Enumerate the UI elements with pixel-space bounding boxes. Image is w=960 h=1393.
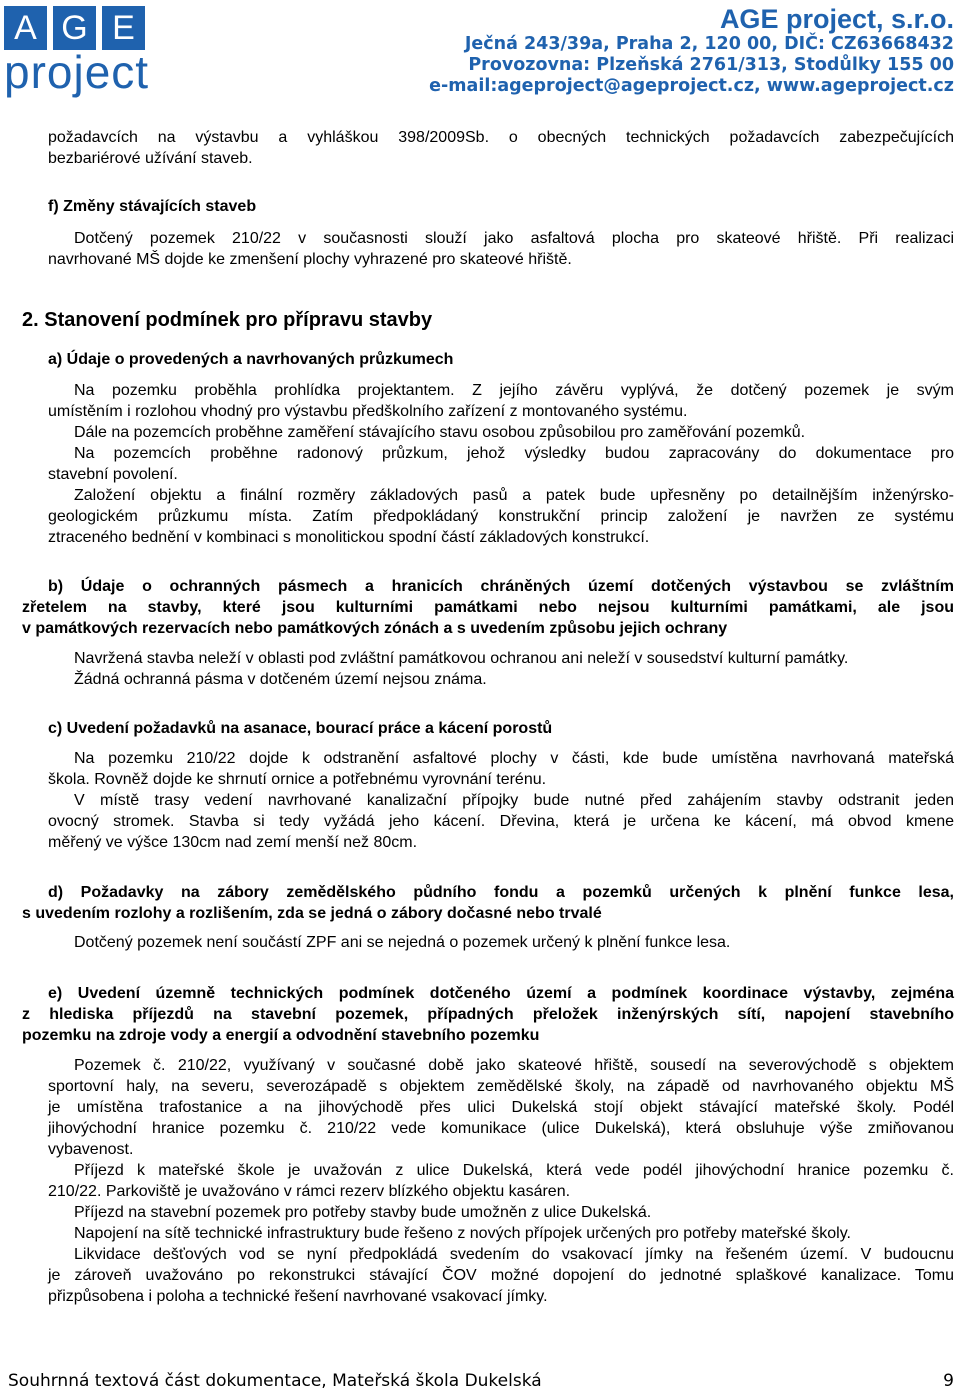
section-e-line-2: sportovní haly, na severu, severozápadě s objektem zemědělské školy, na západě od navrhovaného objektu MŠ — [48, 1078, 954, 1095]
company-info — [429, 4, 954, 97]
section-c-line-5: měřený ve výšce 130cm nad zemí menší než 80cm. — [48, 834, 418, 851]
section-c-heading: c) Uvedení požadavků na asanace, bourací práce a kácení porostů — [48, 720, 553, 737]
section-a-line-2: umístěním i rozlohou vhodný pro výstavbu předškolního zařízení z montovaného systému. — [48, 403, 688, 420]
section-d-heading-2: s uvedením rozlohy a rozlišením, zda se jedná o zábory dočasné nebo trvalé — [22, 905, 602, 922]
section-b-heading-2: zřetelem na stavby, které jsou kulturními památkami nebo nejsou kulturními památkami, ale jsou — [22, 599, 954, 616]
section-b-heading-1: b) Údaje o ochranných pásmech a hranicích chráněných území dotčených výstavbou se zvláštním — [48, 578, 954, 595]
chapter-2-heading: 2. Stanovení podmínek pro přípravu stavby — [22, 309, 433, 331]
page-number: 9 — [943, 1371, 954, 1391]
section-e-line-5: vybavenost. — [48, 1141, 134, 1158]
section-e-line-3: je umístěna trafostanice a na jihovýchodě přes ulici Dukelská stojí objekt stávající mateřské školy. Podél — [48, 1099, 954, 1116]
section-e-line-8: Příjezd na stavební pozemek pro potřeby stavby bude umožněn z ulice Dukelská. — [74, 1204, 652, 1221]
section-e-line-10: Likvidace dešťových vod se nyní předpokládá svedením do vsakovací jímky na řešeném území. V budoucnu — [74, 1246, 954, 1263]
logo-word: project — [4, 46, 150, 98]
section-e-line-9: Napojení na sítě technické infrastruktury bude řešeno z nových přípojek určených pro potřeby mateřské školy. — [74, 1225, 851, 1242]
section-e-line-11: je zároveň uvažováno po rekonstrukci stávající ČOV možné dopojení do jednotné splaškové kanalizace. Tomu — [48, 1267, 954, 1284]
company-name: AGE project, s.r.o. — [719, 4, 954, 34]
section-e-heading-3: pozemku na zdroje vody a energií a odvodnění stavebního pozemku — [22, 1027, 540, 1044]
section-b-line-2: Žádná ochranná pásma v dotčeném území nejsou známa. — [74, 671, 487, 688]
section-e-line-1: Pozemek č. 210/22, využívaný v současné době jako skateové hřiště, sousedí na severovýchodě s objektem — [74, 1057, 954, 1074]
intro-line-2: bezbariérové užívání staveb. — [48, 150, 253, 167]
section-d-heading-1: d) Požadavky na zábory zemědělského půdního fondu a pozemků určených k plnění funkce lesa, — [48, 884, 954, 901]
section-f-line-2: navrhované MŠ dojde ke zmenšení plochy vyhrazené pro skateové hřiště. — [48, 251, 572, 268]
section-b-heading-3: v památkových rezervacích nebo památkových zónách a s uvedením způsobu jejich ochrany — [22, 620, 728, 637]
section-d-line-1: Dotčený pozemek není součástí ZPF ani se nejedná o pozemek určený k plnění funkce lesa. — [74, 934, 731, 951]
section-b-line-1: Navržená stavba neleží v oblasti pod zvláštní památkovou ochranou ani neleží v sousedství kulturní památky. — [74, 650, 849, 667]
company-branch: Provozovna: Plzeňská 2761/313, Stodůlky 155 00 — [468, 55, 954, 75]
section-c-line-1: Na pozemku 210/22 dojde k odstranění asfaltové plochy v části, kde bude umístěna navrhovaná mateřská — [74, 750, 954, 767]
section-f-heading: f) Změny stávajících staveb — [48, 198, 257, 215]
section-a-line-6: Založení objektu a finální rozměry základových pasů a patek bude upřesněny po detailnějším inženýrsko- — [74, 487, 954, 504]
section-a-line-1: Na pozemku proběhla prohlídka projektantem. Z jejího závěru vyplývá, že dotčený pozemek je svým — [74, 382, 954, 399]
page-footer — [8, 1370, 954, 1392]
logo-letter-a: A — [4, 6, 47, 50]
section-e-line-12: přizpůsobena i poloha a technické řešení navrhované vsakovací jímky. — [48, 1288, 548, 1305]
logo-letter-g: G — [53, 6, 96, 50]
section-a-line-7: geologickém průzkumu místa. Zatím předpokládaný konstrukční princip založení je navržen ze systému — [48, 508, 954, 525]
section-e-heading-2: z hlediska příjezdů na stavební pozemek, případných přeložek inženýrských sítí, napojení stavebního — [22, 1006, 954, 1023]
section-f-line-1: Dotčený pozemek 210/22 v současnosti slouží jako asfaltová plocha pro skateové hřiště. Při realizaci — [74, 230, 954, 247]
company-logo — [4, 6, 150, 98]
section-e-line-6: Příjezd k mateřské škole je uvažován z ulice Dukelská, která vede podél jihovýchodní hranice pozemku č. — [74, 1162, 954, 1179]
footer-title: Souhrnná textová část dokumentace, Mateřská škola Dukelská — [8, 1371, 542, 1391]
section-a-line-3: Dále na pozemcích proběhne zaměření stávajícího stavu osobou způsobilou pro zaměřování pozemků. — [74, 424, 806, 441]
intro-line-1: požadavcích na výstavbu a vyhláškou 398/2009Sb. o obecných technických požadavcích zabezpečujících — [48, 129, 954, 146]
section-c-line-3: V místě trasy vedení navrhované kanalizační přípojky bude nutné před zahájením stavby odstranit jeden — [74, 792, 954, 809]
company-contact: e-mail:ageproject@ageproject.cz, www.ageproject.cz — [429, 76, 954, 96]
section-e-heading-1: e) Uvedení územně technických podmínek dotčeného území a podmínek koordinace výstavby, zejména — [48, 985, 954, 1002]
company-address: Ječná 243/39a, Praha 2, 120 00, DIČ: CZ63668432 — [464, 34, 954, 54]
section-c-line-2: škola. Rovněž dojde ke shrnutí ornice a potřebnému vyrovnání terénu. — [48, 771, 547, 788]
section-a-line-4: Na pozemcích proběhne radonový průzkum, jehož výsledky budou zapracovány do dokumentace pro — [74, 445, 954, 462]
page-header — [0, 0, 960, 100]
section-c-line-4: ovocný stromek. Stavba si tedy vyžádá jeho kácení. Dřevina, která je určena ke kácení, má obvod kmene — [48, 813, 954, 830]
section-e-line-7: 210/22. Parkoviště je uvažováno v rámci rezerv blízkého objektu kasáren. — [48, 1183, 571, 1200]
logo-letter-e: E — [102, 6, 145, 50]
section-a-line-8: ztraceného bednění v kombinaci s monolitickou spodní částí základových konstrukcí. — [48, 529, 650, 546]
section-a-heading: a) Údaje o provedených a navrhovaných průzkumech — [48, 351, 454, 368]
section-a-line-5: stavební povolení. — [48, 466, 178, 483]
section-e-line-4: jihovýchodní hranice pozemku č. 210/22 vede komunikace (ulice Dukelská), která obsluhuje výše zmiňovanou — [48, 1120, 954, 1137]
